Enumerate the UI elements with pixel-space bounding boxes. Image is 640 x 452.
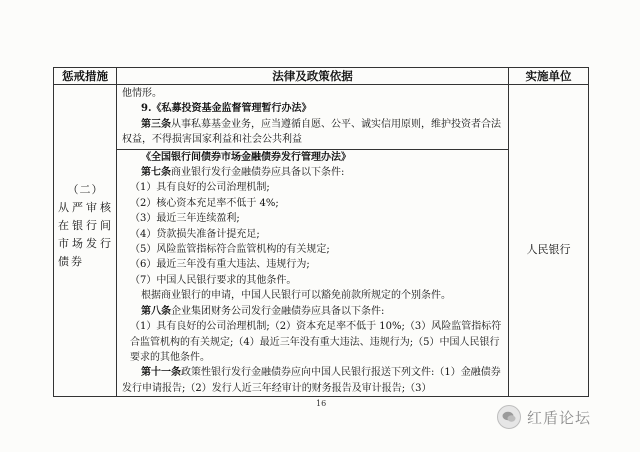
list-item: （7）中国人民银行要求的其他条件。 — [130, 274, 297, 286]
legal-basis-cell — [117, 85, 509, 397]
list-item: （1）具有良好的公司治理机制; — [130, 182, 270, 194]
header-measure: 惩戒措施 — [54, 68, 117, 85]
law-title-financial-bond: 《全国银行间债券市场金融债券发行管理办法》 — [141, 151, 351, 163]
watermark — [497, 405, 591, 429]
list-item: （4）贷款损失准备计提充足; — [130, 228, 260, 240]
table-header-row — [54, 68, 589, 85]
list-item: （5）风险监管指标符合监管机构的有关规定; — [130, 244, 330, 256]
list-item: （6）最近三年没有重大违法、违规行为; — [130, 259, 310, 271]
exemption-paragraph: 根据商业银行的申请，中国人民银行可以豁免前款所规定的个别条件。 — [141, 290, 451, 302]
article-label: 第三条 — [141, 118, 171, 130]
law-continuation: 他情形。 — [122, 88, 162, 99]
header-legal-basis: 法律及政策依据 — [117, 68, 509, 85]
article-body: （1）具有良好的公司治理机制;（2）资本充足率不低于 10%;（3）风险监管指标符合监管机构的有关规定;（4）最近三年没有重大违法、违规行为;（5）中国人民银行要求的其他条件。 — [130, 321, 502, 363]
article-label: 第十一条 — [141, 367, 181, 379]
policy-table — [53, 67, 589, 397]
measure-cell — [54, 85, 117, 397]
measure-number: （二） — [67, 183, 104, 196]
table-row — [54, 85, 589, 397]
article-label: 第八条 — [141, 305, 171, 317]
article-text: 从事私募基金业务，应当遵循自愿、公平、诚实信用原则，维护投资者合法权益，不得损害国家利益和社会公共利益 — [122, 118, 501, 146]
page-number: 16 — [316, 399, 327, 408]
article-text: 企业集团财务公司发行金融债券应具备以下条件: — [171, 305, 385, 317]
unit-text: 人民银行 — [526, 243, 571, 256]
list-item: （3）最近三年连续盈利; — [130, 213, 240, 225]
unit-cell — [509, 85, 589, 397]
law-title-private-fund: 9.《私募投资基金监督管理暂行办法》 — [141, 103, 312, 115]
article-text: 政策性银行发行金融债券应向中国人民银行报送下列文件:（1）金融债券发行申请报告;（2）发行人近三年经审计的财务报告及审计报告;（3） — [122, 367, 501, 394]
header-unit: 实施单位 — [509, 68, 589, 85]
article-label: 第七条 — [141, 167, 171, 179]
measure-text: 从严审核在银行间市场发行债券 — [58, 201, 113, 268]
chat-bubble-icon — [497, 405, 521, 429]
list-item: （2）核心资本充足率不低于 4%; — [130, 197, 279, 209]
watermark-text: 红盾论坛 — [527, 408, 592, 427]
article-text: 商业银行发行金融债券应具备以下条件: — [171, 167, 345, 179]
